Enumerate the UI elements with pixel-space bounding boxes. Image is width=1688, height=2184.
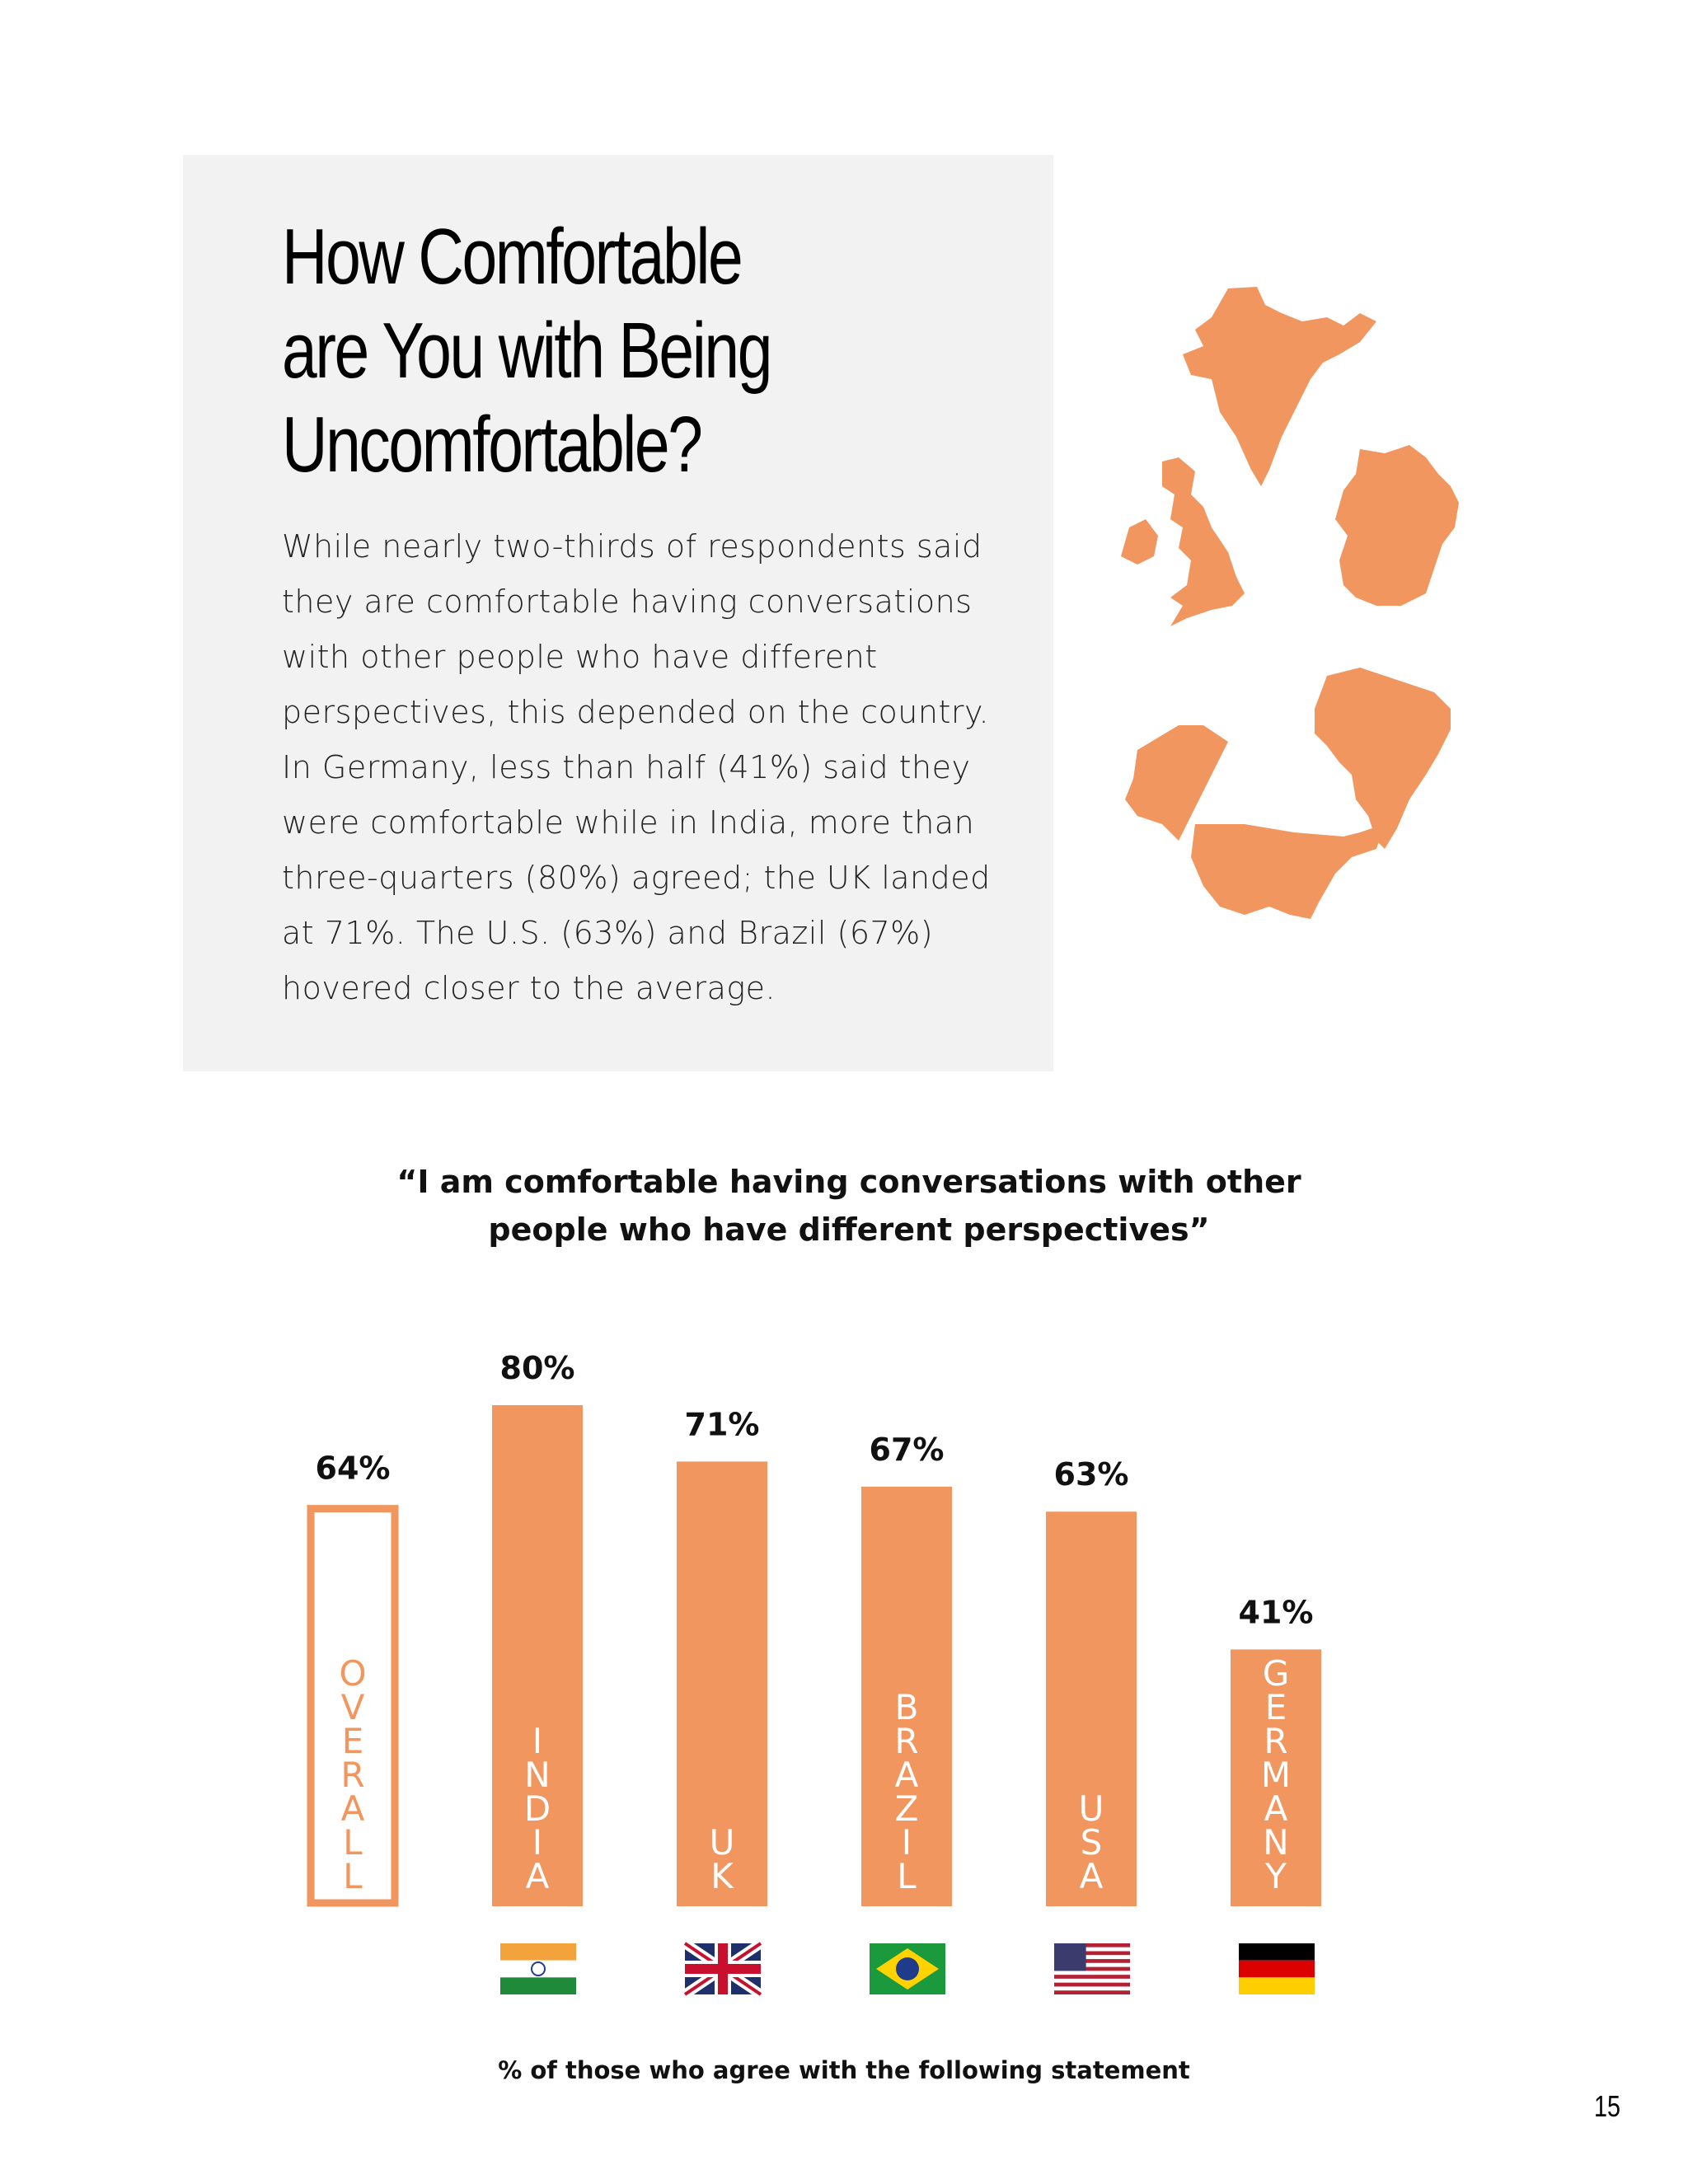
category-letter: E — [1264, 1687, 1287, 1727]
category-label-brazil — [894, 1687, 918, 1896]
category-letter: S — [1080, 1822, 1103, 1863]
value-label-germany: 41% — [1238, 1594, 1314, 1631]
statement-line: “I am comfortable having conversations with other — [396, 1164, 1301, 1200]
category-letter: R — [894, 1721, 919, 1761]
value-label-usa: 63% — [1053, 1456, 1129, 1493]
title-line: Uncomfortable? — [282, 401, 701, 489]
category-letter: R — [1264, 1721, 1288, 1761]
page-number: 15 — [1594, 2089, 1621, 2123]
category-label-uk — [710, 1822, 735, 1896]
body-line: In Germany, less than half (41%) said they — [282, 749, 971, 785]
value-label-india: 80% — [499, 1350, 575, 1386]
statement-line: people who have different perspectives” — [488, 1212, 1210, 1248]
body-line: perspectives, this depended on the country. — [282, 694, 990, 730]
category-letter: B — [894, 1687, 919, 1727]
body-line: at 71%. The U.S. (63%) and Brazil (67%) — [282, 915, 934, 951]
category-letter: K — [710, 1856, 734, 1896]
category-letter: D — [523, 1788, 551, 1829]
category-letter: L — [897, 1856, 917, 1896]
category-letter: A — [525, 1856, 550, 1896]
india-flag-icon — [500, 1943, 576, 1994]
category-letter: I — [532, 1822, 543, 1863]
body-line: were comfortable while in India, more than — [282, 804, 975, 841]
brazil-flag-icon — [870, 1943, 945, 1994]
body-line: with other people who have different — [282, 639, 878, 675]
uk-flag-icon — [685, 1943, 761, 1994]
body-line: three-quarters (80%) agreed; the UK landed — [282, 860, 991, 896]
category-letter: Y — [1265, 1856, 1287, 1896]
value-label-brazil: 67% — [869, 1431, 945, 1468]
value-label-overall: 64% — [315, 1450, 391, 1487]
category-letter: A — [894, 1755, 919, 1795]
category-letter: I — [532, 1721, 543, 1761]
body-line: While nearly two-thirds of respondents said — [282, 528, 982, 565]
category-letter: V — [340, 1687, 365, 1727]
category-label-germany — [1261, 1653, 1291, 1896]
category-letter: R — [340, 1755, 365, 1795]
value-label-uk: 71% — [684, 1406, 760, 1443]
category-label-usa — [1079, 1788, 1104, 1896]
category-letter: A — [1264, 1788, 1288, 1829]
category-letter: Z — [894, 1788, 919, 1829]
category-letter: A — [340, 1788, 365, 1829]
category-letter: O — [339, 1653, 367, 1694]
category-letter: U — [1078, 1788, 1104, 1829]
category-letter: N — [524, 1755, 551, 1795]
category-letter: L — [343, 1856, 363, 1896]
body-line: they are comfortable having conversations — [282, 583, 973, 620]
title-line: are You with Being — [282, 307, 771, 395]
category-letter: A — [1079, 1856, 1104, 1896]
category-letter: N — [1263, 1822, 1289, 1863]
category-letter: I — [901, 1822, 912, 1863]
usa-flag-icon — [1054, 1943, 1130, 1994]
category-letter: U — [709, 1822, 735, 1863]
body-line: hovered closer to the average. — [282, 970, 776, 1006]
category-letter: L — [343, 1822, 363, 1863]
category-letter: G — [1262, 1653, 1290, 1694]
chart-footnote: % of those who agree with the following statement — [498, 2056, 1190, 2084]
category-letter: E — [341, 1721, 364, 1761]
category-label-overall — [339, 1653, 366, 1896]
category-letter: M — [1260, 1755, 1292, 1795]
title-line: How Comfortable — [282, 213, 742, 301]
germany-flag-icon — [1239, 1943, 1315, 1994]
